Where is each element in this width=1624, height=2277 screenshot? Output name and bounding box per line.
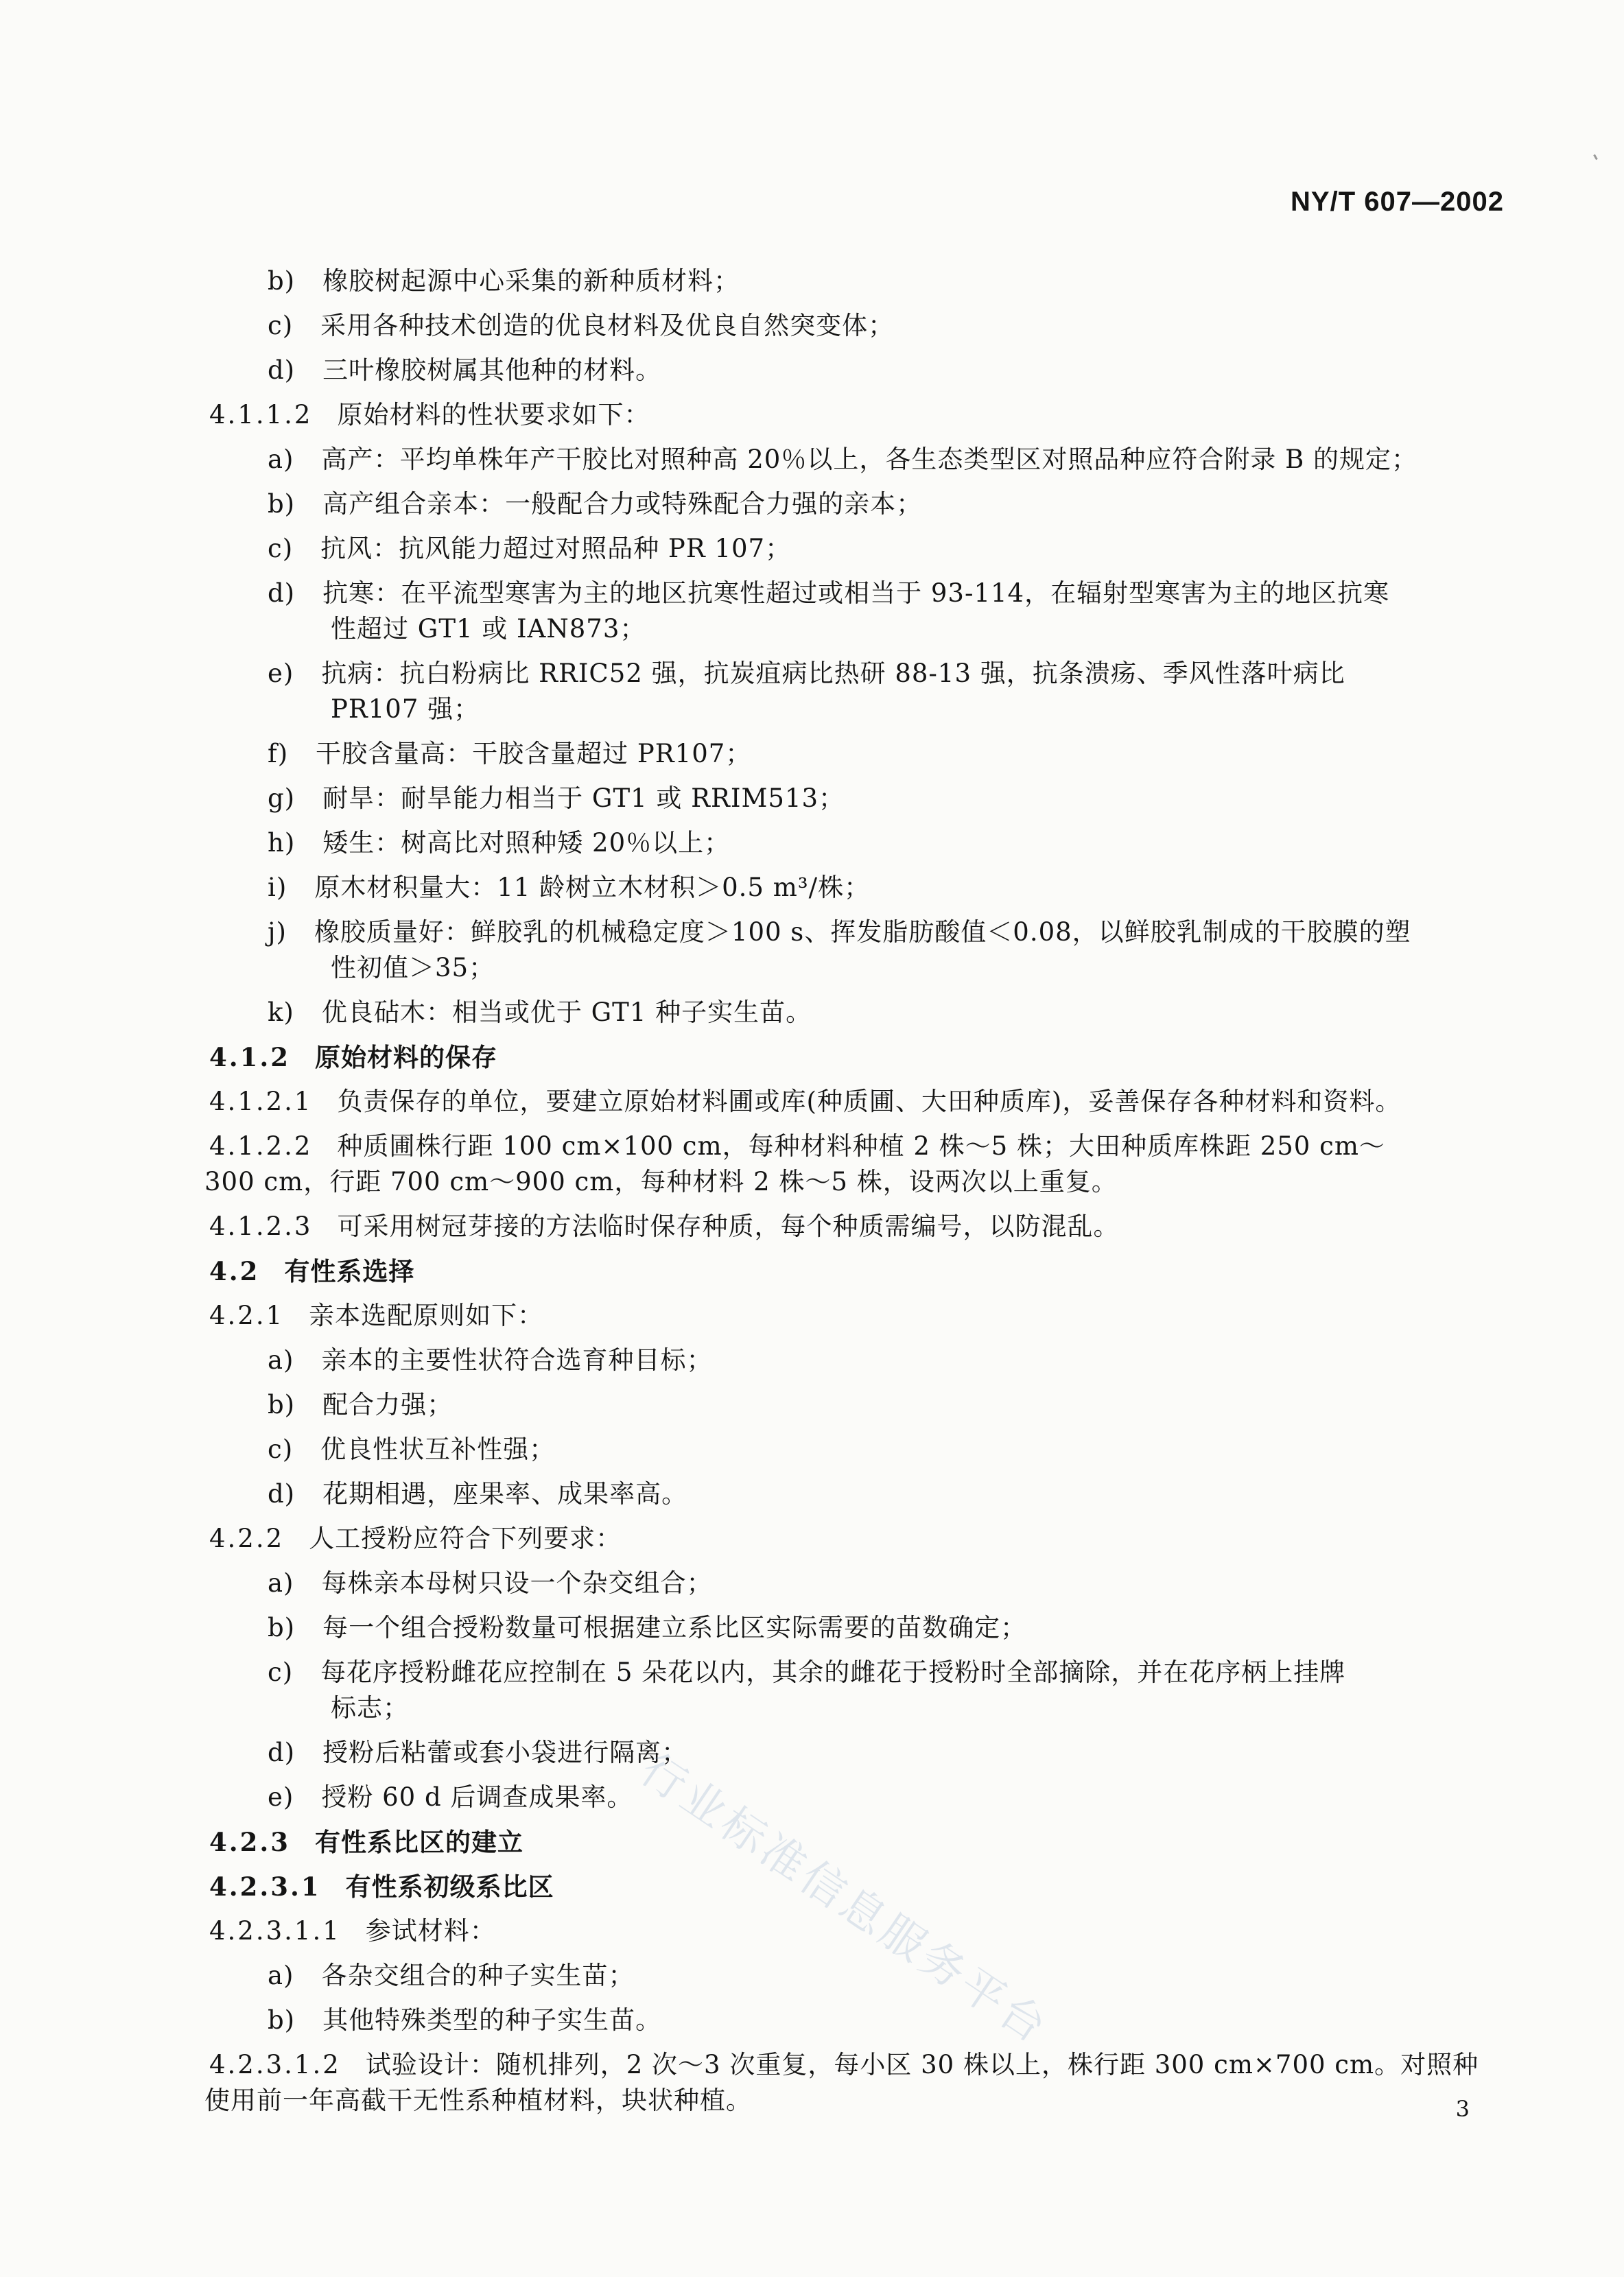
clause-marker: 4.2.3.1.2 (209, 2050, 341, 2079)
text-line (268, 311, 894, 341)
text-line (268, 1568, 713, 1598)
clause-text: 亲本的主要性状符合选育种目标； (321, 1345, 713, 1375)
clause-marker: h) (268, 828, 296, 858)
clause-marker: b) (268, 1613, 296, 1642)
clause-text: 抗风：抗风能力超过对照品种 PR 107； (320, 534, 792, 563)
text-line (268, 1345, 713, 1376)
clause-marker: f) (268, 739, 289, 768)
clause-text: 优良性状互补性强； (320, 1435, 556, 1464)
clause-text: 高产：平均单株年产干胶比对照种高 20％以上，各生态类型区对照品种应符合附录 B 的规定； (321, 445, 1418, 474)
clause-text: 可采用树冠芽接的方法临时保存种质，每个种质需编号，以防混乱。 (337, 1212, 1120, 1241)
clause-marker: c) (268, 534, 294, 563)
clause-marker: 4.1.1.2 (209, 400, 313, 429)
text-line (209, 1524, 622, 1554)
clause-marker: 4.2.3 (209, 1827, 290, 1857)
text-line (331, 694, 480, 724)
text-line (268, 1390, 453, 1420)
clause-text: 其他特殊类型的种子实生苗。 (322, 2005, 662, 2035)
clause-text: 每株亲本母树只设一个杂交组合； (321, 1568, 713, 1598)
clause-marker: 4.1.2 (209, 1042, 290, 1072)
clause-text: 橡胶树起源中心采集的新种质材料； (322, 266, 740, 296)
clause-marker: b) (268, 266, 296, 296)
clause-text: 各杂交组合的种子实生苗； (321, 1961, 635, 1990)
clause-marker: k) (268, 998, 294, 1027)
clause-marker: d) (268, 1479, 296, 1509)
text-line (209, 1042, 497, 1073)
clause-text: 试验设计：随机排列，2 次～3 次重复，每小区 30 株以上，株行距 300 cm×700 cm。对照种 (365, 2050, 1479, 2079)
clause-text: 抗病：抗白粉病比 RRIC52 强，抗炭疽病比热研 88-13 强，抗条溃疡、季风性落叶病比 (321, 659, 1345, 688)
text-line (268, 828, 730, 858)
clause-text: 原木材积量大：11 龄树立木材积＞0.5 m³/株； (314, 873, 871, 902)
text-line (209, 1212, 1119, 1242)
clause-text: 300 cm，行距 700 cm～900 cm，每种材料 2 株～5 株，设两次以上重复。 (204, 1167, 1118, 1196)
clause-text: 标志； (331, 1693, 409, 1723)
clause-text: 性初值＞35； (331, 953, 495, 982)
text-line (268, 1435, 555, 1465)
clause-text: 种质圃株行距 100 cm×100 cm，每种材料种植 2 株～5 株；大田种质库株距 250 cm～ (337, 1131, 1385, 1161)
text-line (209, 1256, 414, 1287)
text-line (331, 614, 646, 644)
text-line (268, 534, 791, 564)
text-line (268, 2005, 661, 2036)
text-line (268, 1961, 635, 1991)
text-line (268, 445, 1417, 475)
clause-text: 抗寒：在平流型寒害为主的地区抗寒性超过或相当于 93-114，在辐射型寒害为主的地区抗寒 (322, 578, 1390, 608)
clause-text: 每花序授粉雌花应控制在 5 朵花以内，其余的雌花于授粉时全部摘除，并在花序柄上挂牌 (320, 1657, 1346, 1687)
clause-text: 授粉后粘蕾或套小袋进行隔离； (322, 1738, 688, 1767)
text-line (268, 659, 1345, 689)
watermark: 行业标准信息服务平台 (631, 1744, 1058, 2055)
text-line (268, 1613, 1026, 1643)
text-line (331, 953, 495, 983)
clause-marker: 4.2.3.1 (209, 1872, 321, 1902)
clause-marker: 4.2.3.1.1 (209, 1916, 341, 1946)
clause-text: 原始材料的性状要求如下： (337, 400, 650, 429)
clause-text: 橡胶质量好：鲜胶乳的机械稳定度＞100 s、挥发脂肪酸值＜0.08，以鲜胶乳制成的干胶膜的塑 (314, 917, 1411, 947)
text-line (209, 1301, 543, 1331)
text-line (331, 1693, 409, 1723)
clause-marker: d) (268, 578, 296, 608)
standard-code: NY/T 607—2002 (1291, 187, 1504, 217)
clause-text: 花期相遇，座果率、成果率高。 (322, 1479, 688, 1509)
text-line (268, 1657, 1345, 1688)
clause-text: 授粉 60 d 后调查成果率。 (321, 1782, 633, 1812)
text-line (268, 873, 870, 903)
clause-text: 有性系初级系比区 (345, 1872, 554, 1902)
clause-marker: a) (268, 445, 294, 474)
clause-text: 使用前一年高截干无性系种植材料，块状种植。 (204, 2086, 752, 2115)
clause-marker: 4.2 (209, 1256, 260, 1286)
clause-marker: 4.1.2.1 (209, 1087, 313, 1116)
clause-marker: i) (268, 873, 287, 902)
text-line (204, 1167, 1118, 1197)
clause-marker: c) (268, 311, 294, 340)
clause-marker: b) (268, 2005, 296, 2035)
clause-text: 有性系选择 (284, 1256, 415, 1286)
text-line (268, 917, 1411, 947)
clause-text: 有性系比区的建立 (315, 1827, 523, 1857)
text-line (209, 1827, 523, 1858)
clause-text: 人工授粉应符合下列要求： (309, 1524, 622, 1553)
text-line (209, 400, 650, 430)
clause-marker: d) (268, 1738, 296, 1767)
clause-marker: a) (268, 1961, 294, 1990)
clause-text: 高产组合亲本：一般配合力或特殊配合力强的亲本； (322, 489, 923, 519)
clause-marker: 4.2.1 (209, 1301, 285, 1330)
text-line (268, 355, 661, 386)
clause-text: 干胶含量高：干胶含量超过 PR107； (316, 739, 752, 768)
clause-text: PR107 强； (331, 694, 480, 724)
text-line (268, 998, 812, 1028)
clause-marker: d) (268, 355, 296, 385)
clause-marker: 4.1.2.3 (209, 1212, 313, 1241)
clause-marker: 4.2.2 (209, 1524, 285, 1553)
clause-text: 原始材料的保存 (315, 1042, 497, 1072)
clause-text: 三叶橡胶树属其他种的材料。 (322, 355, 662, 385)
clause-marker: c) (268, 1435, 294, 1464)
text-line (209, 1872, 554, 1902)
text-line (268, 578, 1389, 609)
text-line (268, 266, 740, 296)
text-line (204, 2086, 752, 2116)
clause-text: 耐旱：耐旱能力相当于 GT1 或 RRIM513； (322, 783, 845, 813)
text-line (268, 739, 751, 769)
scan-speck (1593, 154, 1598, 160)
text-line (268, 1782, 633, 1813)
clause-marker: j) (268, 917, 287, 947)
clause-marker: a) (268, 1345, 294, 1375)
clause-marker: e) (268, 1782, 294, 1812)
clause-marker: 4.1.2.2 (209, 1131, 313, 1161)
text-line (268, 1479, 687, 1509)
clause-marker: b) (268, 489, 296, 519)
text-line (268, 783, 845, 814)
text-line (268, 1738, 687, 1768)
clause-text: 每一个组合授粉数量可根据建立系比区实际需要的苗数确定； (322, 1613, 1027, 1642)
clause-marker: c) (268, 1657, 294, 1687)
clause-text: 性超过 GT1 或 IAN873； (331, 614, 646, 644)
clause-text: 亲本选配原则如下： (309, 1301, 544, 1330)
text-line (209, 1131, 1385, 1161)
text-line (209, 1916, 496, 1946)
text-line (209, 2050, 1479, 2080)
page-number: 3 (1455, 2096, 1470, 2122)
clause-text: 参试材料： (365, 1916, 496, 1946)
clause-marker: b) (268, 1390, 296, 1419)
clause-marker: a) (268, 1568, 294, 1598)
clause-text: 矮生：树高比对照种矮 20％以上； (322, 828, 731, 858)
clause-marker: e) (268, 659, 294, 688)
text-line (209, 1087, 1401, 1117)
clause-text: 配合力强； (322, 1390, 454, 1419)
clause-marker: g) (268, 783, 296, 813)
clause-text: 采用各种技术创造的优良材料及优良自然突变体； (320, 311, 895, 340)
text-line (268, 489, 922, 519)
clause-text: 优良砧木：相当或优于 GT1 种子实生苗。 (321, 998, 812, 1027)
clause-text: 负责保存的单位，要建立原始材料圃或库(种质圃、大田种质库)，妥善保存各种材料和资料。 (337, 1087, 1402, 1116)
